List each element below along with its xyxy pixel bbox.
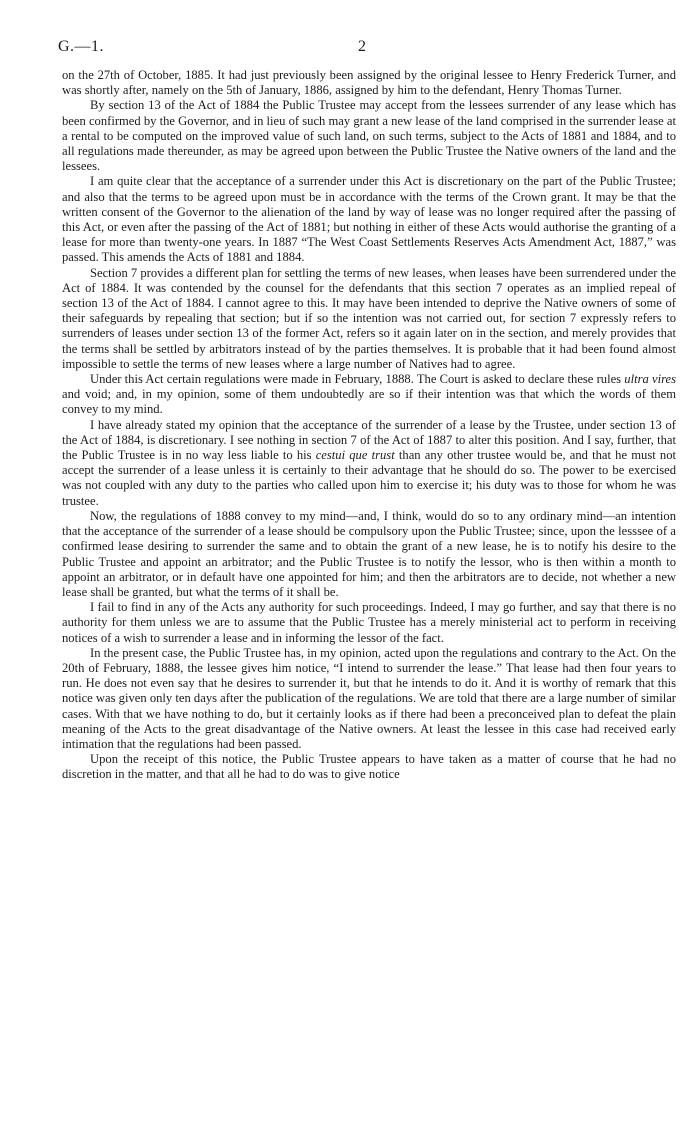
paragraph-text: than any other trustee would be, and that he must not accept the surrender of a lease unless it is certainly to their advantage that he should do so. The power to be exercised was not coupled with any duty to the parties who called upon him to exercise it; his duty was to those for whom he was trustee. [62, 448, 676, 508]
paragraph-text: By section 13 of the Act of 1884 the Public Trustee may accept from the lessees surrender of any lease which has been confirmed by the Governor, and in lieu of such may grant a new lease of the land comprised in the surrender lease at a rental to be computed on the improved value of such land, on such terms, subject to the Acts of 1881 and 1884, and to all regulations made thereunder, as may be agreed upon between the Public Trustee the Native owners of the land and the lessees. [62, 98, 676, 174]
paragraph [62, 98, 676, 174]
document-page [58, 38, 677, 783]
paragraph [62, 646, 676, 752]
paragraph [62, 266, 676, 372]
italic-phrase: ultra vires [624, 372, 677, 387]
body-text [62, 68, 676, 783]
italic-phrase: cestui que trust [315, 448, 395, 463]
paragraph [62, 509, 676, 600]
page-header [58, 38, 676, 68]
paragraph-text: In the present case, the Public Trustee has, in my opinion, acted upon the regulations and contrary to the Act. On the 20th of February, 1888, the lessee gives him notice, “I intend to surrender the lease.” That lease had then four years to run. He does not even say that he desires to surrender it, but that he intends to do it. And it is worthy of remark that this notice was given only ten days after the publication of the regulations. We are told that there are a large number of similar cases. With that we have nothing to do, but it certainly looks as if there had been a preconceived plan to defeat the plain meaning of the Acts to the great disadvantage of the Native owners. At least the lessee in this case had received early intimation that the regulations had been passed. [62, 645, 676, 751]
paragraph [62, 68, 676, 98]
paragraph-text: I have already stated my opinion that the acceptance of the surrender of a lease by the Trustee, under section 13 of the Act of 1884, is discretionary. I see nothing in section 7 of the Act of 1887 to alter this position. And I say, further, that the Public Trustee is in no way less liable to his [62, 417, 676, 463]
paragraph-text: Under this Act certain regulations were made in February, 1888. The Court is asked to declare these rules [90, 372, 625, 387]
paragraph [62, 600, 676, 646]
paragraph [62, 174, 676, 265]
paragraph-text: I fail to find in any of the Acts any authority for such proceedings. Indeed, I may go further, and say that there is no authority for them unless we are to assume that the Public Trustee has a merely ministerial act to perform in receiving notices of a wish to surrender a lease and in informing the lessor of the fact. [62, 600, 676, 645]
paragraph [62, 418, 676, 509]
paragraph-text: and void; and, in my opinion, some of them undoubtedly are so if their intention was that which the words of them convey to my mind. [62, 387, 676, 417]
document-reference: G.—1. [58, 38, 105, 55]
paragraph-text: Section 7 provides a different plan for settling the terms of new leases, when leases have been surrendered under the Act of 1884. It was contended by the counsel for the defendants that this section 7 operates as an implied repeal of section 13 of the Act of 1884. I cannot agree to this. It may have been intended to deprive the Native owners of some of their safeguards by repealing that section; but if so the intention was not carried out, for section 7 expressly refers to surrenders of leases under section 13 of the former Act, refers so it again later on in the section, and merely provides that the terms shall be settled by arbitrators instead of by the parties themselves. It is probable that it had been found almost impossible to settle the terms of new leases where a large number of Natives had to agree. [62, 265, 676, 371]
page-number: 2 [358, 38, 366, 55]
paragraph-text: I am quite clear that the acceptance of a surrender under this Act is discretionary on the part of the Public Trustee; and also that the terms to be agreed upon must be in accordance with the terms of the Crown grant. It may be that the written consent of the Governor to the alienation of the land by way of lease was no longer required after the passing of this Act, or even after the passing of the Act of 1881; but nothing in either of these Acts would authorise the granting of a lease for more than twenty-one years. In 1887 “The West Coast Settlements Reserves Acts Amendment Act, 1887,” was passed. This amends the Acts of 1881 and 1884. [62, 174, 676, 265]
paragraph-text: Upon the receipt of this notice, the Public Trustee appears to have taken as a matter of course that he had no discretion in the matter, and that all he had to do was to give notice [62, 752, 676, 782]
paragraph-text: Now, the regulations of 1888 convey to my mind—and, I think, would do so to any ordinary mind—an intention that the acceptance of the surrender of a lease should be compulsory upon the Public Trustee; since, upon the lesssee of a confirmed lease desiring to surrender the same and to obtain the grant of a new lease, he is to notify his desire to the Public Trustee and appoint an arbitrator; and the Public Trustee is to notify the lessor, who is then within a month to appoint an arbitrator, or in default have one appointed for him; and then the arbitrators are to decide, not whether a new lease shall be granted, but what the terms of it shall be. [62, 508, 676, 599]
paragraph-text: on the 27th of October, 1885. It had just previously been assigned by the original lessee to Henry Frederick Turner, and was shortly after, namely on the 5th of January, 1886, assigned by him to the defendant, Henry Thomas Turner. [62, 68, 676, 98]
paragraph [62, 752, 676, 782]
paragraph [62, 372, 676, 418]
